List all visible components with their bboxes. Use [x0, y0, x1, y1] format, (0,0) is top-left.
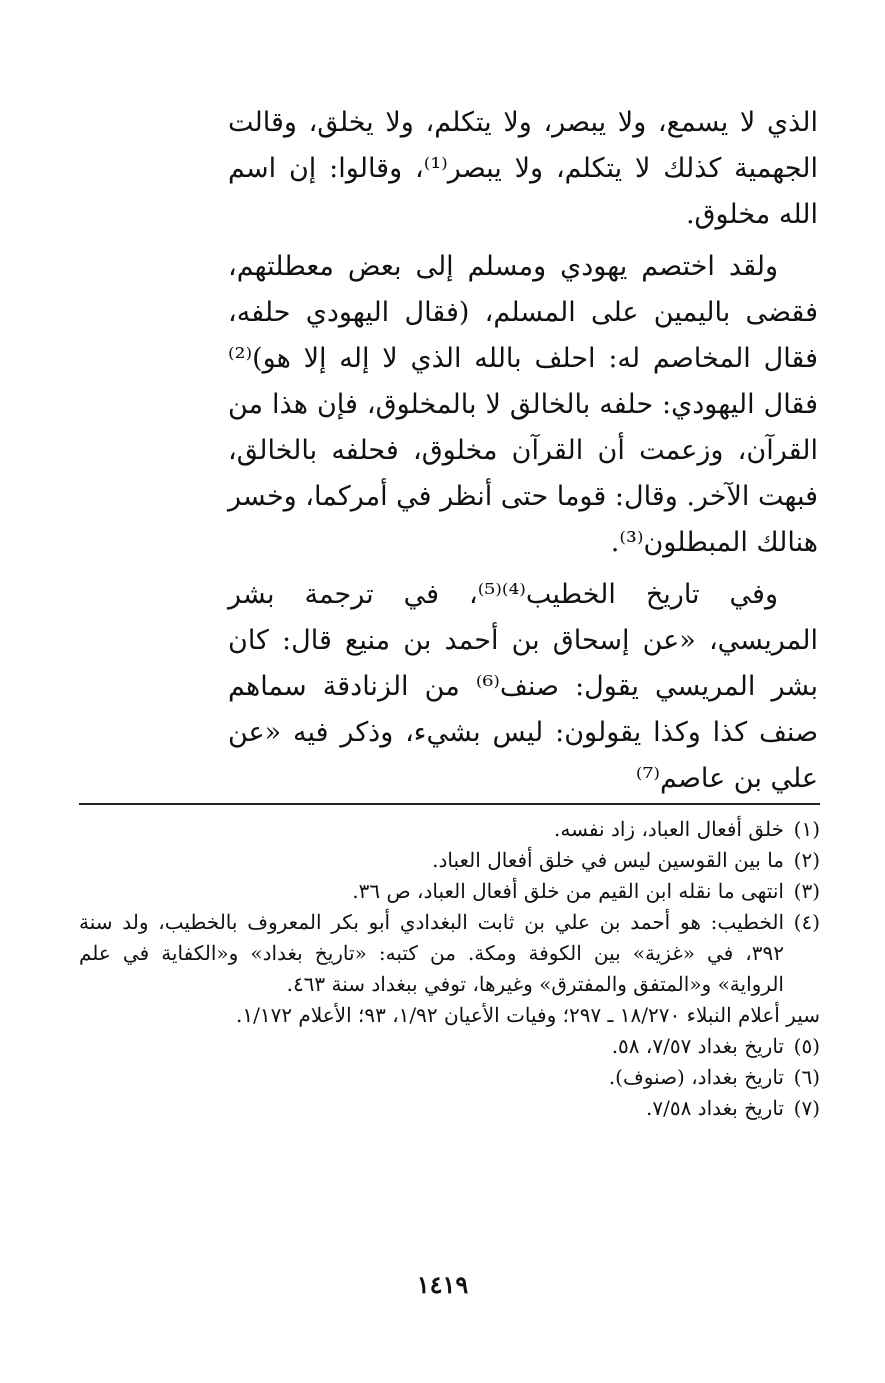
footnote-4 [79, 907, 820, 1000]
footnotes [79, 814, 820, 1124]
footnote-text: تاريخ بغداد ٧/٥٨. [645, 1096, 784, 1120]
paragraph-2: ولقد اختصم يهودي ومسلم إلى بعض معطلتهم، فقضى باليمين على المسلم، (فقال اليهودي حلفه، فقال المخاصم له: احلف بالله الذي لا إله إلا هو)⁽²⁾ فقال اليهودي: حلفه بالخالق لا بالمخلوق، فإن هذا من القرآن، وزعمت أن القرآن مخلوق، فحلفه بالخالق، فبهت الآخر. وقال: قوما حتى أنظر في أمركما، وخسر هنالك المبطلون⁽³⁾. [228, 251, 818, 558]
footnote-3 [79, 876, 820, 907]
footnote-number: (٣) [793, 879, 820, 903]
footnote-7 [79, 1093, 820, 1124]
paragraph-1: الذي لا يسمع، ولا يبصر، ولا يتكلم، ولا يخلق، وقالت الجهمية كذلك لا يتكلم، ولا يبصر⁽¹⁾، وقالوا: إن اسم الله مخلوق. [228, 107, 819, 230]
footnote-divider [79, 803, 820, 805]
footnote-5 [79, 1031, 820, 1062]
footnote-6 [79, 1062, 820, 1093]
footnote-text: انتهى ما نقله ابن القيم من خلق أفعال العباد، ص ٣٦. [352, 879, 784, 903]
footnote-text: تاريخ بغداد، (صنوف). [608, 1065, 784, 1089]
footnote-1 [79, 814, 820, 845]
footnote-text: تاريخ بغداد ٧/٥٧، ٥٨. [611, 1034, 784, 1058]
footnote-text: الخطيب: هو أحمد بن علي بن ثابت البغدادي أبو بكر المعروف بالخطيب، ولد سنة ٣٩٢، في «غزية» بين الكوفة ومكة. من كتبه: «تاريخ بغداد» و«الكفاية في علم الرواية» و«المتفق والمفترق» وغيرها، توفي ببغداد سنة ٤٦٣. [79, 910, 785, 996]
main-text [228, 100, 818, 808]
page-number: ١٤١٩ [416, 1270, 469, 1299]
footnote-2 [79, 845, 820, 876]
paragraph-3: وفي تاريخ الخطيب⁽⁴⁾⁽⁵⁾، في ترجمة بشر المريسي، «عن إسحاق بن أحمد بن منيع قال: كان بشر المريسي يقول: صنف⁽⁶⁾ من الزنادقة سماهم صنف كذا وكذا يقولون: ليس بشيء، وذكر فيه «عن علي بن عاصم⁽⁷⁾ [228, 579, 818, 794]
footnote-number: (٢) [793, 848, 820, 872]
footnote-text: خلق أفعال العباد، زاد نفسه. [554, 817, 784, 841]
footnote-number: (٤) [793, 910, 820, 934]
footnote-number: (٦) [793, 1065, 820, 1089]
footnote-text: ما بين القوسين ليس في خلق أفعال العباد. [432, 848, 784, 872]
footnote-number: (٥) [793, 1034, 820, 1058]
footnote-number: (١) [793, 817, 820, 841]
footnote-number: (٧) [793, 1096, 820, 1120]
footnote-4-sources: سير أعلام النبلاء ١٨/٢٧٠ ـ ٢٩٧؛ وفيات الأعيان ١/٩٢، ٩٣؛ الأعلام ١/١٧٢. [236, 1003, 820, 1027]
